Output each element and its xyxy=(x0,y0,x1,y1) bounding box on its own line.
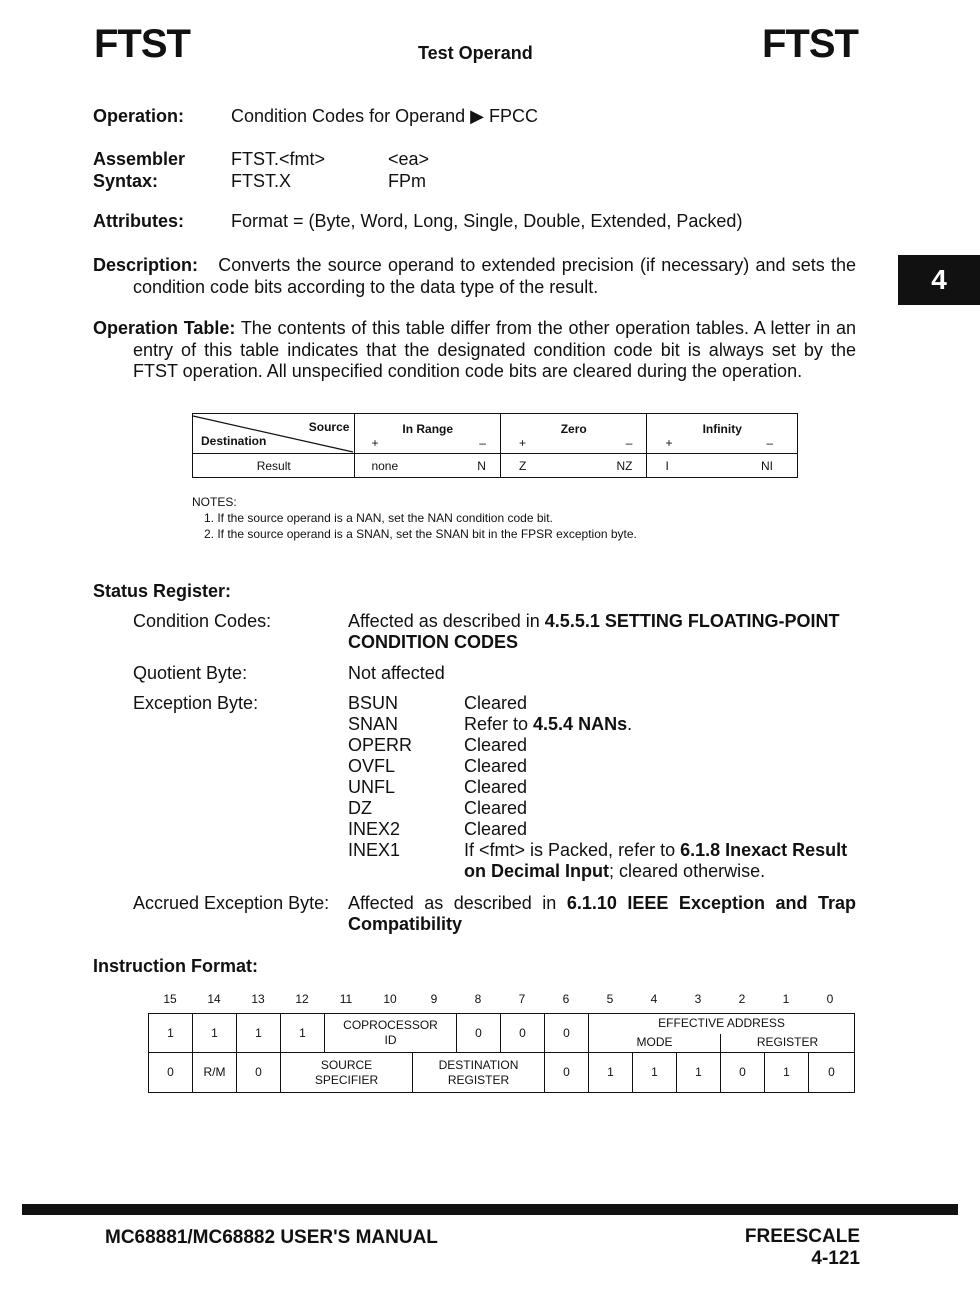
operation-table-label: Operation Table: xyxy=(93,318,236,338)
bit-number: 10 xyxy=(383,992,397,1006)
status-register-label: Status Register: xyxy=(93,581,232,601)
bit-number: 15 xyxy=(163,992,177,1006)
row-label-result: Result xyxy=(193,454,355,478)
bit-cell: R/M xyxy=(193,1053,237,1093)
mnemonic-left: FTST xyxy=(94,22,190,66)
bit-cell: 0 xyxy=(545,1014,589,1053)
bit-number: 13 xyxy=(251,992,265,1006)
bit-cell: 0 xyxy=(501,1014,545,1053)
assembler-operands xyxy=(388,148,429,192)
condition-codes-label: Condition Codes: xyxy=(133,611,272,631)
description-label: Description: xyxy=(93,255,199,275)
syntax-line-1: FTST.<fmt> xyxy=(231,149,326,169)
bit-number: 11 xyxy=(339,992,353,1006)
instruction-format-table xyxy=(148,1013,855,1093)
bit-cell: 1 xyxy=(237,1014,281,1053)
bit-cell: 1 xyxy=(193,1014,237,1053)
operation-text: Condition Codes for Operand ▶ FPCC xyxy=(231,106,538,126)
bit-number: 14 xyxy=(207,992,221,1006)
operand-2: FPm xyxy=(388,171,426,191)
exception-row-operr: OPERR Cleared xyxy=(348,735,528,755)
note-2: 2. If the source operand is a SNAN, set the SNAN bit in the FPSR exception byte. xyxy=(204,527,637,541)
bit-number: 1 xyxy=(782,992,790,1006)
bit-cell: 0 xyxy=(237,1053,281,1093)
footer-vendor: FREESCALE xyxy=(744,1226,860,1247)
exception-row-dz: DZ Cleared xyxy=(348,798,528,818)
assembler-syntax xyxy=(231,148,325,192)
operation-table-block xyxy=(93,318,856,383)
description-text: Converts the source operand to extended precision (if necessary) and sets the condition code bits according to the data type of the result. xyxy=(133,255,856,297)
condition-codes-text: Affected as described in 4.5.5.1 SETTING FLOATING-POINT CONDITION CODES xyxy=(348,611,840,652)
effective-address-title: EFFECTIVE ADDRESS xyxy=(589,1014,855,1034)
bit-cell: 0 xyxy=(721,1053,765,1093)
bit-cell: 1 xyxy=(589,1053,633,1093)
exception-row-bsun: BSUN Cleared xyxy=(348,693,528,713)
bit-number: 12 xyxy=(295,992,309,1006)
bit-number: 8 xyxy=(474,992,482,1006)
description-block xyxy=(93,255,856,298)
exception-row-inex1: INEX1 If <fmt> is Packed, refer to 6.1.8 Inexact Result on Decimal Input; cleared otherwise. xyxy=(348,840,848,881)
footer-page-number: 4-121 xyxy=(811,1248,860,1269)
condition-code-table xyxy=(192,413,798,478)
bit-number: 9 xyxy=(430,992,438,1006)
coprocessor-id-field: COPROCESSOR ID xyxy=(325,1014,457,1053)
notes-title: NOTES: xyxy=(192,495,237,509)
attributes-label: Attributes: xyxy=(93,211,184,231)
table-row: Result none N Z NZ I NI xyxy=(193,454,798,478)
page-title: Test Operand xyxy=(418,43,533,63)
corner-source: Source xyxy=(308,420,350,434)
corner-destination: Destination xyxy=(201,434,267,448)
bit-cell: 1 xyxy=(633,1053,677,1093)
syntax-line-2: FTST.X xyxy=(231,171,292,191)
ea-register-field: REGISTER xyxy=(721,1034,855,1053)
condition-codes-ref: 4.5.5.1 SETTING FLOATING-POINT CONDITION CODES xyxy=(348,611,840,652)
column-infinity: Infinity + – xyxy=(647,414,798,454)
source-specifier-field: SOURCE SPECIFIER xyxy=(281,1053,413,1093)
column-in-range: In Range + – xyxy=(355,414,501,454)
exception-row-snan: SNAN Refer to 4.5.4 NANs. xyxy=(348,714,633,734)
table-corner-cell xyxy=(193,414,355,454)
bit-number: 5 xyxy=(606,992,614,1006)
bit-number: 4 xyxy=(650,992,658,1006)
destination-register-field: DESTINATION REGISTER xyxy=(413,1053,545,1093)
ea-mode-field: MODE xyxy=(589,1034,721,1053)
bit-cell: 0 xyxy=(149,1053,193,1093)
operand-1: <ea> xyxy=(388,149,430,169)
bit-number: 3 xyxy=(694,992,702,1006)
mnemonic-right: FTST xyxy=(762,22,858,66)
bit-cell: 0 xyxy=(545,1053,589,1093)
bit-cell: 1 xyxy=(677,1053,721,1093)
footer-right xyxy=(700,1226,860,1270)
column-zero: Zero + – xyxy=(500,414,646,454)
exception-row-ovfl: OVFL Cleared xyxy=(348,756,528,776)
exception-row-inex2: INEX2 Cleared xyxy=(348,819,528,839)
bit-cell: 0 xyxy=(457,1014,501,1053)
attributes-text: Format = (Byte, Word, Long, Single, Double, Extended, Packed) xyxy=(231,211,743,231)
section-tab: 4 xyxy=(898,255,980,305)
bit-number: 0 xyxy=(826,992,834,1006)
accrued-exception-label: Accrued Exception Byte: xyxy=(133,893,330,913)
accrued-exception-text: Affected as described in 6.1.10 IEEE Exception and Trap Compatibility xyxy=(348,893,856,934)
operation-table-text: The contents of this table differ from the other operation tables. A letter in an entry of this table indicates that the designated condition code bit is always set by the FTST operation. All unspecified condition code bits are cleared during the operation. xyxy=(133,318,856,381)
bit-cell: 1 xyxy=(765,1053,809,1093)
footer-manual-title: MC68881/MC68882 USER'S MANUAL xyxy=(105,1227,438,1248)
quotient-byte-text: Not affected xyxy=(348,663,445,683)
bit-number: 6 xyxy=(562,992,570,1006)
bit-number: 2 xyxy=(738,992,746,1006)
footer-rule xyxy=(22,1204,958,1215)
exception-byte-label: Exception Byte: xyxy=(133,693,259,713)
operation-label: Operation: xyxy=(93,106,185,126)
bit-cell: 1 xyxy=(149,1014,193,1053)
bit-number: 7 xyxy=(518,992,526,1006)
bit-cell: 1 xyxy=(281,1014,325,1053)
assembler-label: Assembler Syntax: xyxy=(93,149,186,191)
instruction-format-label: Instruction Format: xyxy=(93,956,258,976)
bit-cell: 0 xyxy=(809,1053,855,1093)
note-1: 1. If the source operand is a NAN, set the NAN condition code bit. xyxy=(204,511,553,525)
exception-row-unfl: UNFL Cleared xyxy=(348,777,528,797)
quotient-byte-label: Quotient Byte: xyxy=(133,663,248,683)
table-notes xyxy=(192,494,637,542)
